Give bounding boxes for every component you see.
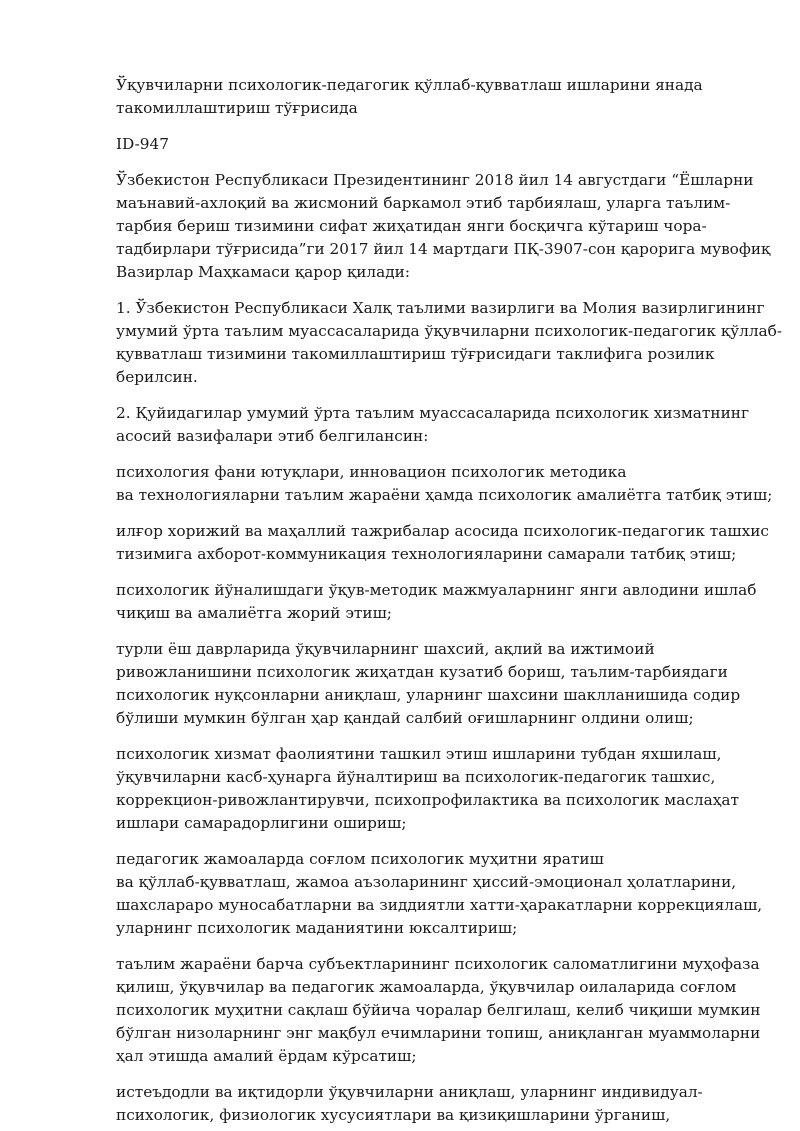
paragraph-line: ва қўллаб-қувватлаш, жамоа аъзоларининг ҳиссий-эмоционал ҳолатларини, — [116, 873, 737, 891]
paragraph-line: психологик муҳитни сақлаш бўйича чоралар белгилаш, келиб чиқиши мумкин — [116, 1001, 761, 1019]
paragraph-line: Ўзбекистон Республикаси Президентининг 2018 йил 14 августдаги “Ёшларни — [116, 171, 754, 189]
paragraph-line: 1. Ўзбекистон Республикаси Халқ таълими вазирлиги ва Молия вазирлигининг — [116, 299, 765, 317]
task-paragraph — [116, 848, 763, 940]
paragraph-line: асосий вазифалари этиб белгилансин: — [116, 427, 429, 445]
task-paragraph — [116, 953, 761, 1068]
paragraph-line: 2. Қуйидагилар умумий ўрта таълим муассасаларида психологик хизматнинг — [116, 404, 749, 422]
task-paragraph — [116, 1081, 730, 1127]
document-id — [116, 133, 730, 156]
paragraph-line: тарбия бериш тизимини сифат жиҳатидан янги босқичга кўтариш чора- — [116, 217, 707, 235]
paragraph-line: педагогик жамоаларда соғлом психологик муҳитни яратиш — [116, 850, 604, 868]
paragraph-line: психологик, физиологик хусусиятлари ва қизиқишларини ўрганиш, — [116, 1106, 671, 1124]
document-id-text: ID-947 — [116, 135, 169, 153]
paragraph-line: тизимига ахборот-коммуникация технологияларини самарали татбиқ этиш; — [116, 545, 737, 563]
paragraph-line: ҳал этишда амалий ёрдам кўрсатиш; — [116, 1047, 417, 1065]
paragraph-line: қувватлаш тизимини такомиллаштириш тўғрисидаги таклифига розилик — [116, 345, 715, 363]
paragraph-line: психологик нуқсонларни аниқлаш, уларнинг шахсини шаклланишида содир — [116, 686, 741, 704]
paragraph-line: таълим жараёни барча субъектларининг психологик саломатлигини муҳофаза — [116, 955, 760, 973]
title-line: Ўқувчиларни психологик-педагогик қўллаб-қувватлаш ишларини янада — [116, 76, 703, 94]
paragraph-line: психологик йўналишдаги ўқув-методик мажмуаларнинг янги авлодини ишлаб — [116, 581, 757, 599]
paragraph-line: қилиш, ўқувчилар ва педагогик жамоаларда, ўқувчилар оилаларида соғлом — [116, 978, 737, 996]
clause-2-paragraph — [116, 402, 749, 448]
task-paragraph — [116, 520, 770, 566]
paragraph-line: Вазирлар Маҳкамаси қарор қилади: — [116, 263, 411, 281]
paragraph-line: истеъдодли ва иқтидорли ўқувчиларни аниқлаш, уларнинг индивидуал- — [116, 1083, 703, 1101]
paragraph-line: тадбирлари тўғрисида”ги 2017 йил 14 мартдаги ПҚ-3907-сон қарорига мувофиқ — [116, 240, 771, 258]
paragraph-line: умумий ўрта таълим муассасаларида ўқувчиларни психологик-педагогик қўллаб- — [116, 322, 783, 340]
paragraph-line: психологик хизмат фаолиятини ташкил этиш ишларини тубдан яхшилаш, — [116, 745, 722, 763]
paragraph-line: турли ёш даврларида ўқувчиларнинг шахсий, ақлий ва ижтимоий — [116, 640, 655, 658]
paragraph-line: шахслараро муносабатларни ва зиддиятли хатти-ҳаракатларни коррекциялаш, — [116, 896, 763, 914]
paragraph-line: ўқувчиларни касб-ҳунарга йўналтириш ва психологик-педагогик ташхис, — [116, 768, 716, 786]
paragraph-line: илғор хорижий ва маҳаллий тажрибалар асосида психологик-педагогик ташхис — [116, 522, 770, 540]
paragraph-line: бўлиши мумкин бўлган ҳар қандай салбий оғишларнинг олдини олиш; — [116, 709, 694, 727]
preamble-paragraph — [116, 169, 771, 284]
paragraph-line: уларнинг психологик маданиятини юксалтириш; — [116, 919, 518, 937]
document-title — [116, 74, 730, 120]
paragraph-line: коррекцион-ривожлантирувчи, психопрофилактика ва психологик маслаҳат — [116, 791, 739, 809]
paragraph-line: психология фани ютуқлари, инновацион психологик методика — [116, 463, 627, 481]
paragraph-line: бўлган низоларнинг энг мақбул ечимларини топиш, аниқланган муаммоларни — [116, 1024, 761, 1042]
paragraph-line: ишлари самарадорлигини ошириш; — [116, 814, 407, 832]
paragraph-line: ривожланишини психологик жиҳатдан кузатиб бориш, таълим-тарбиядаги — [116, 663, 728, 681]
paragraph-line: ва технологияларни таълим жараёни ҳамда психологик амалиётга татбиқ этиш; — [116, 486, 773, 504]
title-line: такомиллаштириш тўғрисида — [116, 99, 358, 117]
paragraph-line: чиқиш ва амалиётга жорий этиш; — [116, 604, 392, 622]
task-paragraph — [116, 638, 741, 730]
task-paragraph — [116, 743, 739, 835]
paragraph-line: маънавий-ахлоқий ва жисмоний баркамол этиб тарбиялаш, уларга таълим- — [116, 194, 731, 212]
clause-1-paragraph — [116, 297, 783, 389]
task-paragraph — [116, 579, 757, 625]
task-paragraph — [116, 461, 773, 507]
paragraph-line: берилсин. — [116, 368, 198, 386]
